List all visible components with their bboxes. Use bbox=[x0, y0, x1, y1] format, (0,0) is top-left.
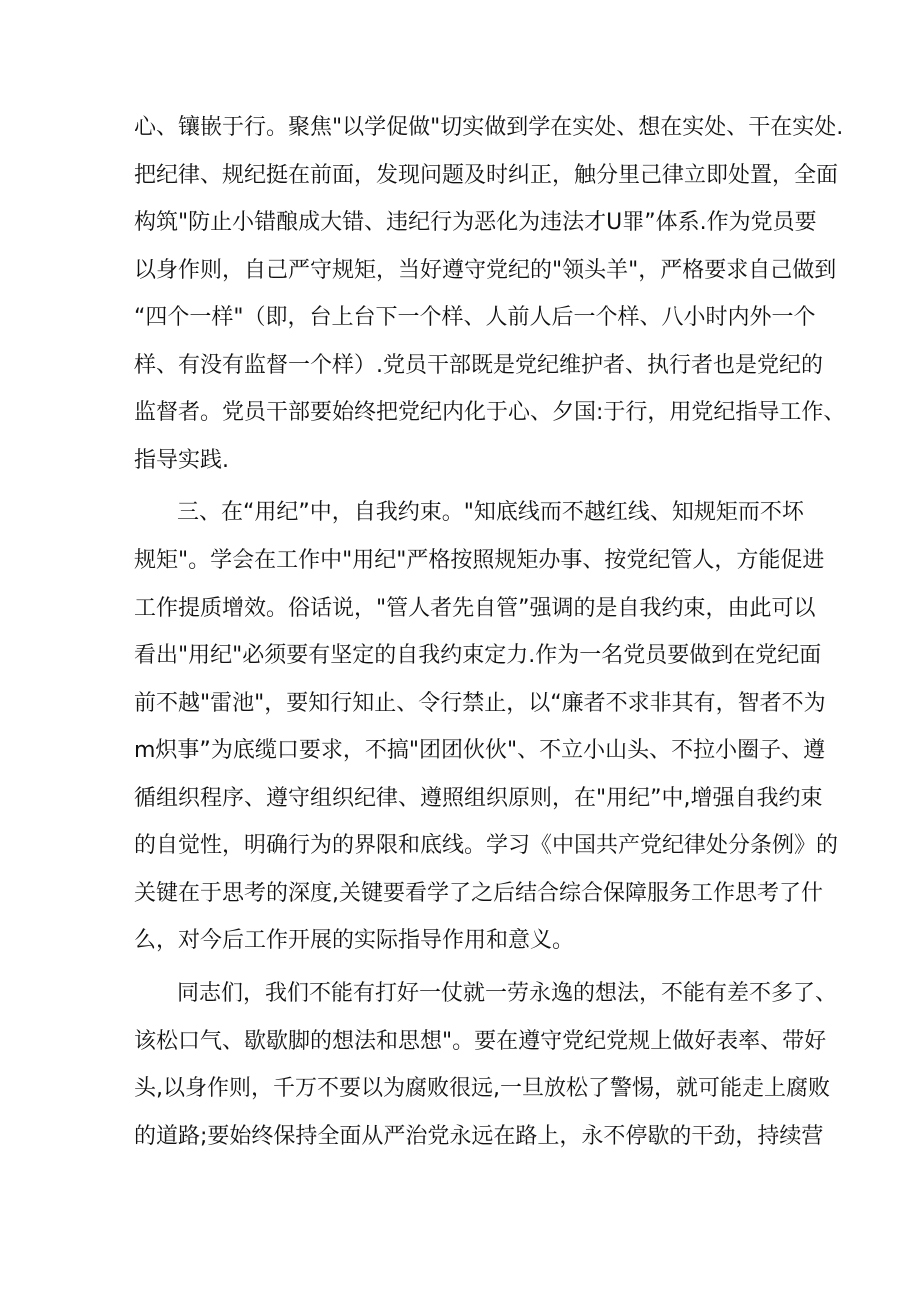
text-line: 指导实践. bbox=[134, 448, 229, 473]
text-line: 构筑"防止小错酿成大错、违纪行为恶化为违法才U罪”体系.作为党员要 bbox=[134, 210, 817, 235]
text-line: 的道路;要始终保持全面从严治党永远在路上，永不停歇的干劲，持续营 bbox=[134, 1124, 824, 1149]
paragraph-first-line: 三、在“用纪”中，自我约束。"知底线而不越红线、知规矩而不坏 bbox=[177, 500, 804, 525]
text-line: m炽事”为底缆口要求，不搞"团团伙伙"、不立小山头、不拉小圈子、遵 bbox=[134, 738, 826, 763]
text-line: 规矩"。学会在工作中"用纪"严格按照规矩办事、按党纪管人，方能促进 bbox=[134, 548, 825, 573]
text-line: 把纪律、规纪挺在前面，发现问题及时纠正，触分里己律立即处置，全面 bbox=[134, 163, 839, 188]
text-line: 工作提质增效。俗话说，"管人者先自管”强调的是自我约束，由此可以 bbox=[134, 596, 816, 621]
text-line: “四个一样"（即，台上台下一个样、人前人后一个样、八小时内外一个 bbox=[134, 305, 816, 330]
text-line: 监督者。党员干部要始终把党纪内化于心、夕国:于行，用党纪指导工作、 bbox=[134, 400, 846, 425]
text-line: 循组织程序、遵守组织纪律、遵照组织原则，在"用纪”中,增强自我约束 bbox=[134, 786, 823, 811]
text-line: 头,以身作则，千万不要以为腐败很远,一旦放松了警惕，就可能走上腐败 bbox=[134, 1076, 830, 1101]
text-line: 以身作则，自己严守规矩，当好遵守党纪的"领头羊"，严格要求自己做到 bbox=[134, 258, 837, 283]
text-line: 看出"用纪"必须要有坚定的自我约束定力.作为一名党员要做到在党纪面 bbox=[134, 643, 822, 668]
text-line: 么，对今后工作开展的实际指导作用和意义。 bbox=[134, 928, 575, 953]
text-line: 前不越"雷池"，要知行知止、令行禁止，以“廉者不求非其有，智者不为 bbox=[134, 691, 826, 716]
text-line: 心、镶嵌于行。聚焦"以学促做"切实做到学在实处、想在实处、干在实处. bbox=[134, 115, 844, 140]
text-line: 样、有没有监督一个样）.党员干部既是党纪维护者、执行者也是党纪的 bbox=[134, 353, 823, 378]
text-line: 该松口气、歇歇脚的想法和思想"。要在遵守党纪党规上做好表率、带好 bbox=[134, 1029, 827, 1054]
text-line: 关键在于思考的深度,关键要看学了之后结合综合保障服务工作思考了什 bbox=[134, 881, 823, 906]
text-line: 的自觉性，明确行为的界限和底线。学习《中国共产党纪律处分条例》的 bbox=[134, 833, 839, 858]
paragraph-first-line: 同志们，我们不能有打好一仗就一劳永逸的想法，不能有差不多了、 bbox=[177, 981, 838, 1006]
